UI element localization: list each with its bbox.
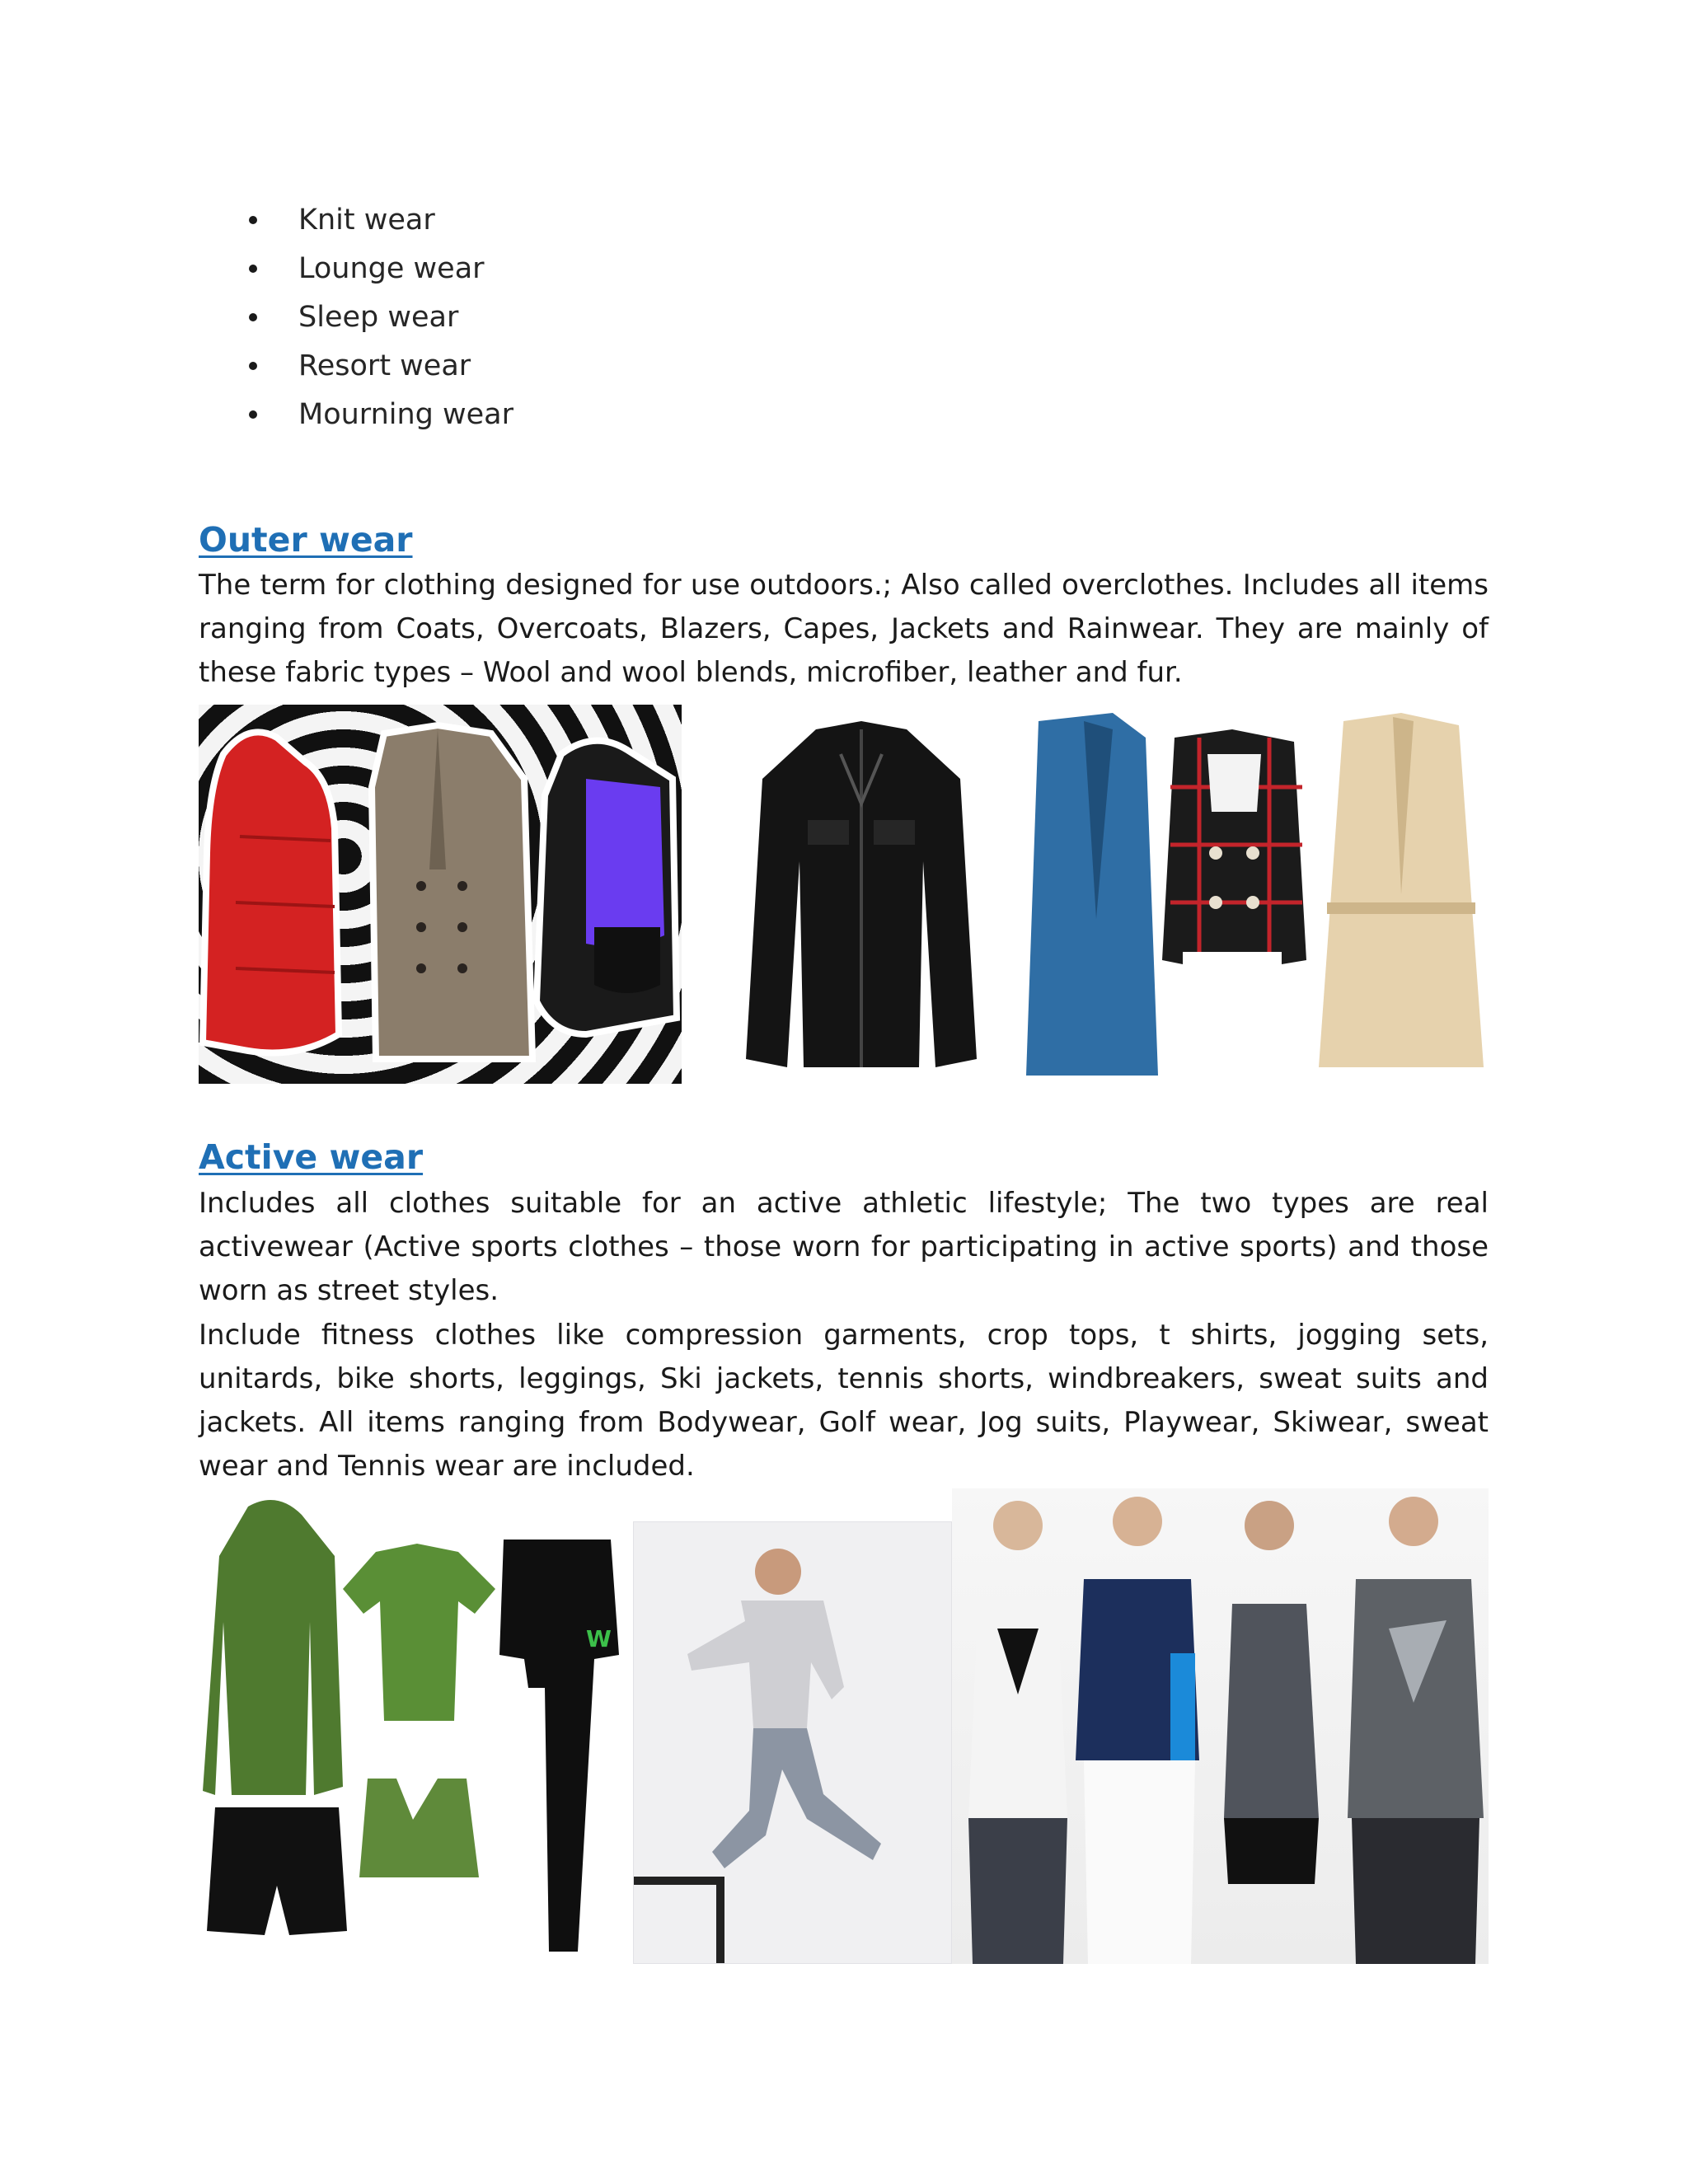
outer-wear-heading: Outer wear (199, 520, 413, 560)
models-activewear-image (952, 1488, 1489, 1964)
outerwear-collage-image (199, 705, 682, 1084)
list-item-label: Lounge wear (298, 252, 485, 285)
list-item-label: Knit wear (298, 204, 435, 237)
bullet-icon (249, 410, 257, 419)
active-wear-paragraph-2: Include fitness clothes like compression garments, crop tops, t shirts, jogging sets, unitards, bike shorts, leggings, Ski jackets, tennis shorts, windbreakers, sweat suits and jackets. All items ranging from Bodywear, Golf wear, Jog suits, Playwear, Skiwear, sweat wear and Tennis wear are included. (199, 1319, 1489, 1483)
svg-text:W: W (586, 1625, 612, 1652)
bullet-icon (249, 265, 257, 273)
bullet-icon (249, 313, 257, 321)
active-wear-heading: Active wear (199, 1137, 424, 1177)
black-jacket-image (725, 705, 997, 1084)
list-item-label: Mourning wear (298, 398, 513, 431)
active-wear-paragraph-1: Includes all clothes suitable for an active athletic lifestyle; The two types are real activewear (Active sports clothes – those worn for participating in active sports) and those worn as street styles. (199, 1187, 1489, 1307)
bullet-icon (249, 362, 257, 370)
bullet-icon (249, 216, 257, 224)
blazers-collection-image (1022, 705, 1489, 1084)
athlete-jumping-image (633, 1521, 952, 1964)
list-item-label: Resort wear (298, 349, 471, 382)
outer-wear-paragraph: The term for clothing designed for use outdoors.; Also called overclothes. Includes all items ranging from Coats, Overcoats, Blazers, Capes, Jackets and Rainwear. They are mainly of these fabric types – Wool and wool blends, microfiber, leather and fur. (199, 569, 1489, 689)
list-item-label: Sleep wear (298, 301, 459, 334)
green-activewear-set-image (199, 1490, 631, 1964)
